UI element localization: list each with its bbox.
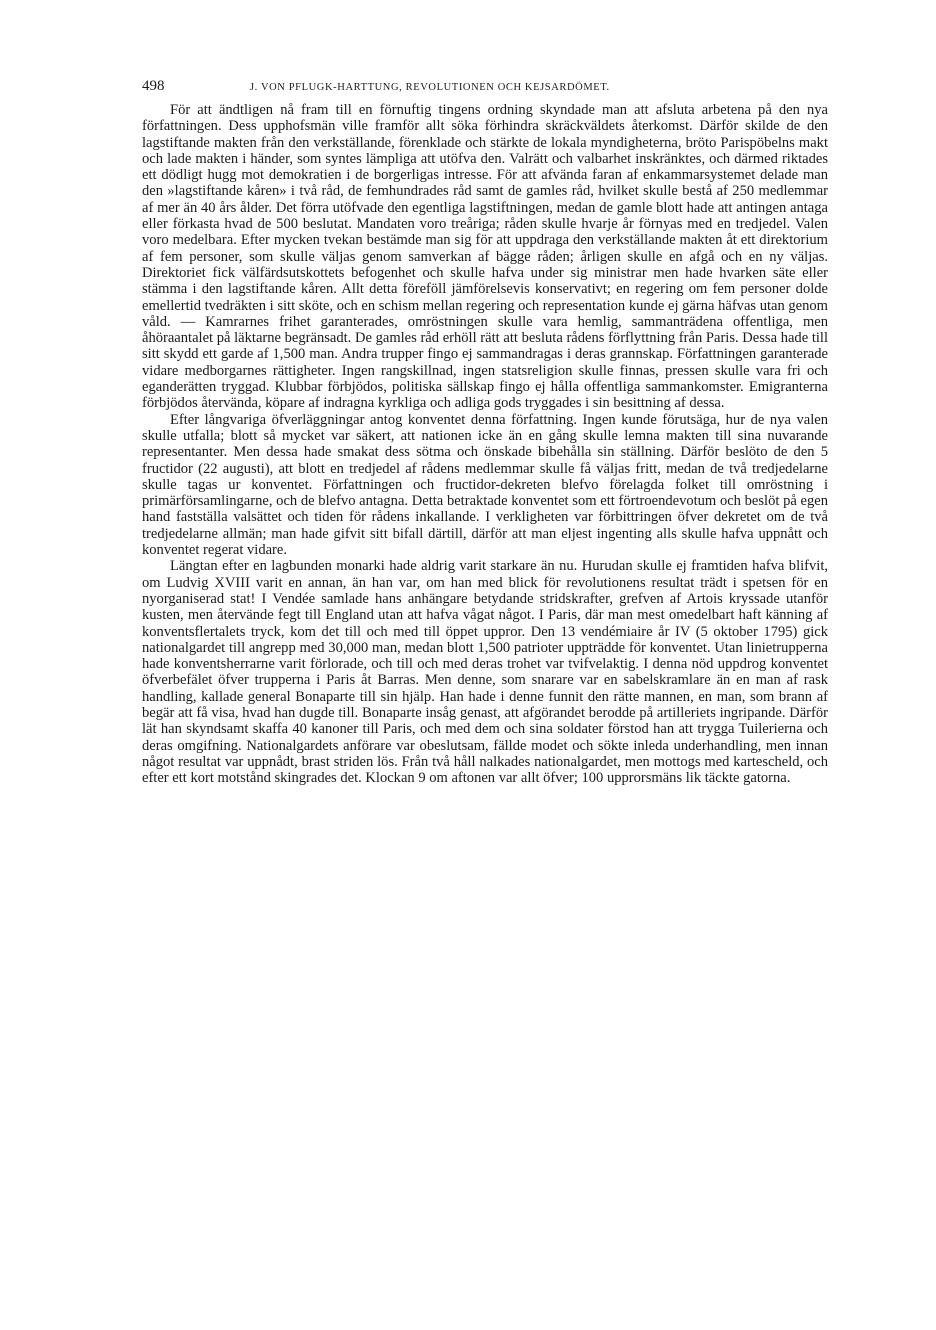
paragraph-adoption: Efter långvariga öfverläggningar antog konventet denna författning. Ingen kunde förutsäga, hur de nya valen skulle utfalla; blott så mycket var säkert, att nationen icke än en gång skulle lemna makten till sina nuvarande representanter. Men dessa hade smakat dess sötma och önskade bibehålla sin ställning. Därför beslöto de den 5 fructidor (22 augusti), att blott en tredjedel af rådens medlemmar skulle få väljas fritt, medan de två tredjedelarne skulle tagas ur konventet. Författningen och fructidor-dekreten blefvo förelagda folket till omröstning i primärförsamlingarne, och de blefvo antagna. Detta betraktade konventet som ett förtroendevotum och beslöt på egen hand fastställa valsättet och tiden för rådens inkallande. I verkligheten var förbittringen öfver dekretet om de två tredjedelarne allmän; man hade gifvit sitt bifall därtill, därför att man eljest ingenting alls skulle hafva uppnått och konventet regerat vidare. [142,411,828,559]
page-number: 498 [142,78,165,94]
document-page [142,76,828,786]
running-head: J. VON PFLUGK-HARTTUNG, REVOLUTIONEN OCH KEJSARDÖMET. [250,82,610,93]
paragraph-vendemiaire: Längtan efter en lagbunden monarki hade aldrig varit starkare än nu. Hurudan skulle ej framtiden hafva blifvit, om Ludvig XVIII varit en annan, än han var, om han med blick för revolutionens resultat trädt i spetsen för en nyorganiserad stat! I Vendée samlade hans anhängare betydande stridskrafter, grefven af Artois kryssade utanför kusten, men återvände fegt till England utan att hafva vågat något. I Paris, där man mest omedelbart haft känning af konventsflertalets tryck, kom det till och med till öppet uppror. Den 13 vendémiaire år IV (5 oktober 1795) gick nationalgardet till angrepp med 30,000 man, medan blott 1,500 patrioter uppträdde för konventet. Utan linietrupperna hade konventsherrarne varit förlorade, och till och med deras trohet var tvifvelaktig. I denna nöd uppdrog konventet öfverbefälet öfver trupperna i Paris åt Barras. Men denne, som snarare var en sabelskramlare än en man af rask handling, kallade general Bonaparte till sin hjälp. Han hade i denne funnit den rätte mannen, en man, som brann af begär att få visa, hvad han dugde till. Bonaparte insåg genast, att afgörandet berodde på artilleriets ingripande. Därför lät han skyndsamt skaffa 40 kanoner till Paris, och med dem och sina soldater förstod han att trygga Tuilerierna och deras omgifning. Nationalgardets anförare var obeslutsam, fällde modet och sökte inleda underhandling, men innan något resultat var uppnådt, brast striden lös. Från två håll nalkades nationalgardet, men mottogs med kartescheld, och efter ett kort motstånd skingrades det. Klockan 9 om aftonen var allt öfver; 100 upprorsmäns lik täckte gatorna. [142,558,828,787]
body-text [142,102,828,786]
page-header [142,76,828,98]
paragraph-constitution: För att ändtligen nå fram till en förnuftig tingens ordning skyndade man att afsluta arbetena på den nya författningen. Dess upphofsmän ville framför allt söka förhindra skräckväldets återkomst. Därför skilde de den lagstiftande makten från den verkställande, förenklade och stärkte de lokala myndigheterna, bröto Parispöbelns makt och lade makten i händer, som syntes lämpliga att utöfva den. Valrätt och valbarhet inskränktes, och därmed riktades ett dödligt hugg mot demokratien i de borgerligas intresse. För att afvända faran af enkammarsystemet delade man den »lagstiftande kåren» i två råd, de femhundrades råd samt de gamles råd, hvilket skulle bestå af 250 medlemmar af mer än 40 års ålder. Det förra utöfvade den egentliga lagstiftningen, medan de gamle blott hade att antingen antaga eller förkasta hvad de 500 beslutat. Mandaten voro treåriga; råden skulle hvarje år förnyas med en tredjedel. Valen voro medelbara. Efter mycken tvekan bestämde man sig för att uppdraga den verkställande makten åt ett direktorium af fem personer, som skulle väljas genom samverkan af bägge råden; årligen skulle en afgå och en ny väljas. Direktoriet fick välfärdsutskottets befogenhet och skulle hafva under sig ministrar men hade hvarken säte eller stämma i den lagstiftande kåren. Allt detta föreföll jämförelsevis konservativt; en regering om fem personer dolde emellertid tvedräkten i sitt sköte, och en schism mellan regering och representation kunde ej gärna häfvas utan genom våld. — Kamrarnes frihet garanterades, omröstningen skulle vara hemlig, sammanträdena offentliga, men åhöraantalet på läktarne begränsadt. De gamles råd erhöll rätt att besluta rådens förflyttning från Paris. Dessa hade till sitt skydd ett garde af 1,500 man. Andra trupper fingo ej sammandragas i deras grannskap. Författningen garanterade vidare medborgarnes rättigheter. Ingen rangskillnad, ingen statsreligion skulle finnas, pressen skulle vara fri och eganderätten tryggad. Klubbar förbjödos, politiska sällskap fingo ej hålla offentliga sammankomster. Emigranterna förbjödos återvända, köpare af indragna kyrkliga och adliga gods tryggades i sin besittning af dessa. [142,102,828,412]
